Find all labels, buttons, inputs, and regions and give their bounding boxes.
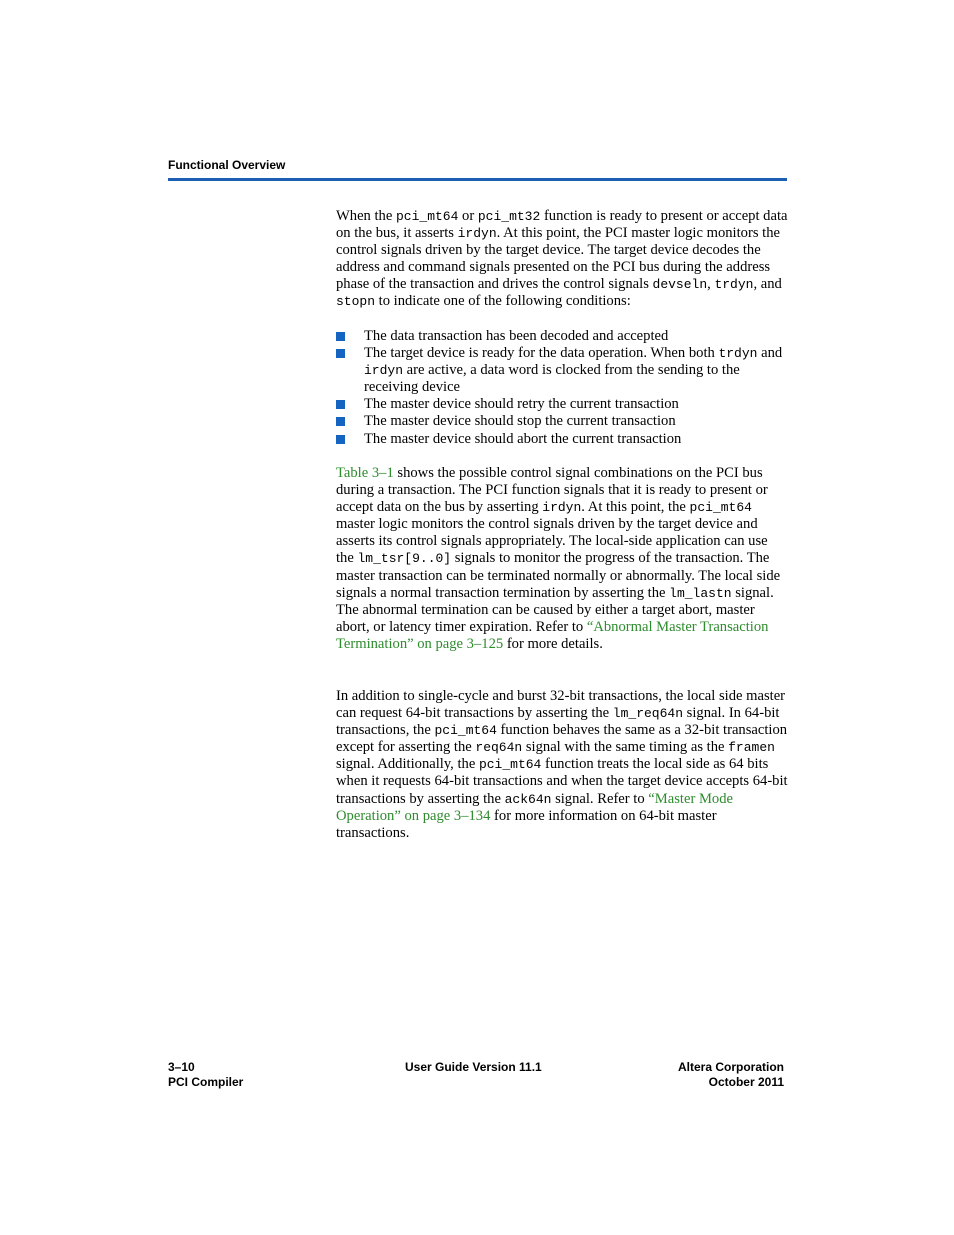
- publish-date: October 2011: [708, 1075, 784, 1089]
- paragraph-3: In addition to single-cycle and burst 32-bit transactions, the local side master can request 64-bit transactions by asserting the lm_req64n signal. In 64-bit transactions, the pci_mt64 function behaves the same as a 32-bit transaction except for asserting the req64n signal with the same timing as the framen signal. Additionally, the pci_mt64 function treats the local side as 64 bits when it requests 64-bit transactions and when the target device accepts 64-bit transactions by asserting the ack64n signal. Refer to “Master Mode Operation” on page 3–134 for more information on 64-bit master transactions.: [336, 688, 788, 841]
- master-mode-operation-link[interactable]: “Master Mode Operation” on page 3–134: [336, 790, 733, 824]
- square-bullet-icon: [336, 435, 345, 444]
- paragraph-1: When the pci_mt64 or pci_mt32 function is ready to present or accept data on the bus, it asserts irdyn. At this point, the PCI master logic monitors the control signals driven by the target device. The target device decodes the address and command signals presented on the PCI bus during the address phase of the transaction and drives the control signals devseln, trdyn, and stopn to indicate one of the following conditions:: [336, 208, 788, 310]
- code-pci-mt64: pci_mt64: [689, 500, 752, 516]
- code-ack64n: ack64n: [504, 791, 552, 807]
- code-pci-mt64: pci_mt64: [395, 209, 459, 224]
- list-item: The master device should abort the current transaction: [336, 431, 788, 448]
- footer-right: [600, 1060, 784, 1090]
- company-name: Altera Corporation: [677, 1060, 784, 1074]
- square-bullet-icon: [336, 332, 345, 341]
- abnormal-termination-link[interactable]: “Abnormal Master Transaction Termination” on page 3–125: [336, 618, 769, 652]
- conditions-list: [336, 328, 788, 448]
- code-framen: framen: [728, 740, 775, 756]
- code-lm-tsr: lm_tsr[9..0]: [357, 551, 452, 567]
- guide-version: User Guide Version 11.1: [405, 1060, 542, 1074]
- square-bullet-icon: [336, 417, 345, 426]
- code-devseln: devseln: [652, 277, 708, 293]
- product-name: PCI Compiler: [168, 1075, 244, 1089]
- code-req64n: req64n: [475, 740, 523, 756]
- list-item: The master device should stop the current transaction: [336, 413, 788, 430]
- paragraph-2: Table 3–1 shows the possible control signal combinations on the PCI bus during a transaction. The PCI function signals that it is ready to present or accept data on the bus by asserting irdyn. At this point, the pci_mt64 master logic monitors the control signals driven by the target device and asserts its control signals appropriately. The local-side application can use the lm_tsr[9..0] signals to monitor the progress of the transaction. The master transaction can be terminated normally or abnormally. The local side signals a normal transaction termination by asserting the lm_lastn signal. The abnormal termination can be caused by either a target abort, master abort, or latency timer expiration. Refer to “Abnormal Master Transaction Termination” on page 3–125 for more details.: [336, 465, 781, 652]
- table-3-1-link[interactable]: Table 3–1: [336, 465, 394, 481]
- code-trdyn: trdyn: [718, 346, 758, 362]
- code-pci-mt64: pci_mt64: [478, 757, 542, 773]
- square-bullet-icon: [336, 400, 345, 409]
- code-irdyn: irdyn: [457, 226, 497, 242]
- code-pci-mt64: pci_mt64: [434, 723, 497, 739]
- code-stopn: stopn: [336, 294, 376, 310]
- code-trdyn: trdyn: [714, 277, 754, 293]
- header-rule: [168, 178, 787, 181]
- running-header-title: Functional Overview: [168, 158, 286, 172]
- code-irdyn: irdyn: [364, 363, 404, 379]
- square-bullet-icon: [336, 349, 345, 358]
- footer-left: [168, 1060, 243, 1090]
- code-irdyn: irdyn: [542, 500, 582, 516]
- list-item: The master device should retry the current transaction: [336, 396, 788, 413]
- footer-center: [405, 1060, 542, 1075]
- code-lm-lastn: lm_lastn: [669, 585, 732, 601]
- code-pci-mt32: pci_mt32: [477, 209, 541, 224]
- code-lm-req64n: lm_req64n: [612, 706, 684, 722]
- page-number: 3–10: [168, 1060, 195, 1074]
- list-item: The target device is ready for the data operation. When both trdyn and irdyn are active, a data word is clocked from the sending to the receiving device: [336, 345, 788, 396]
- list-item: The data transaction has been decoded and accepted: [336, 328, 788, 345]
